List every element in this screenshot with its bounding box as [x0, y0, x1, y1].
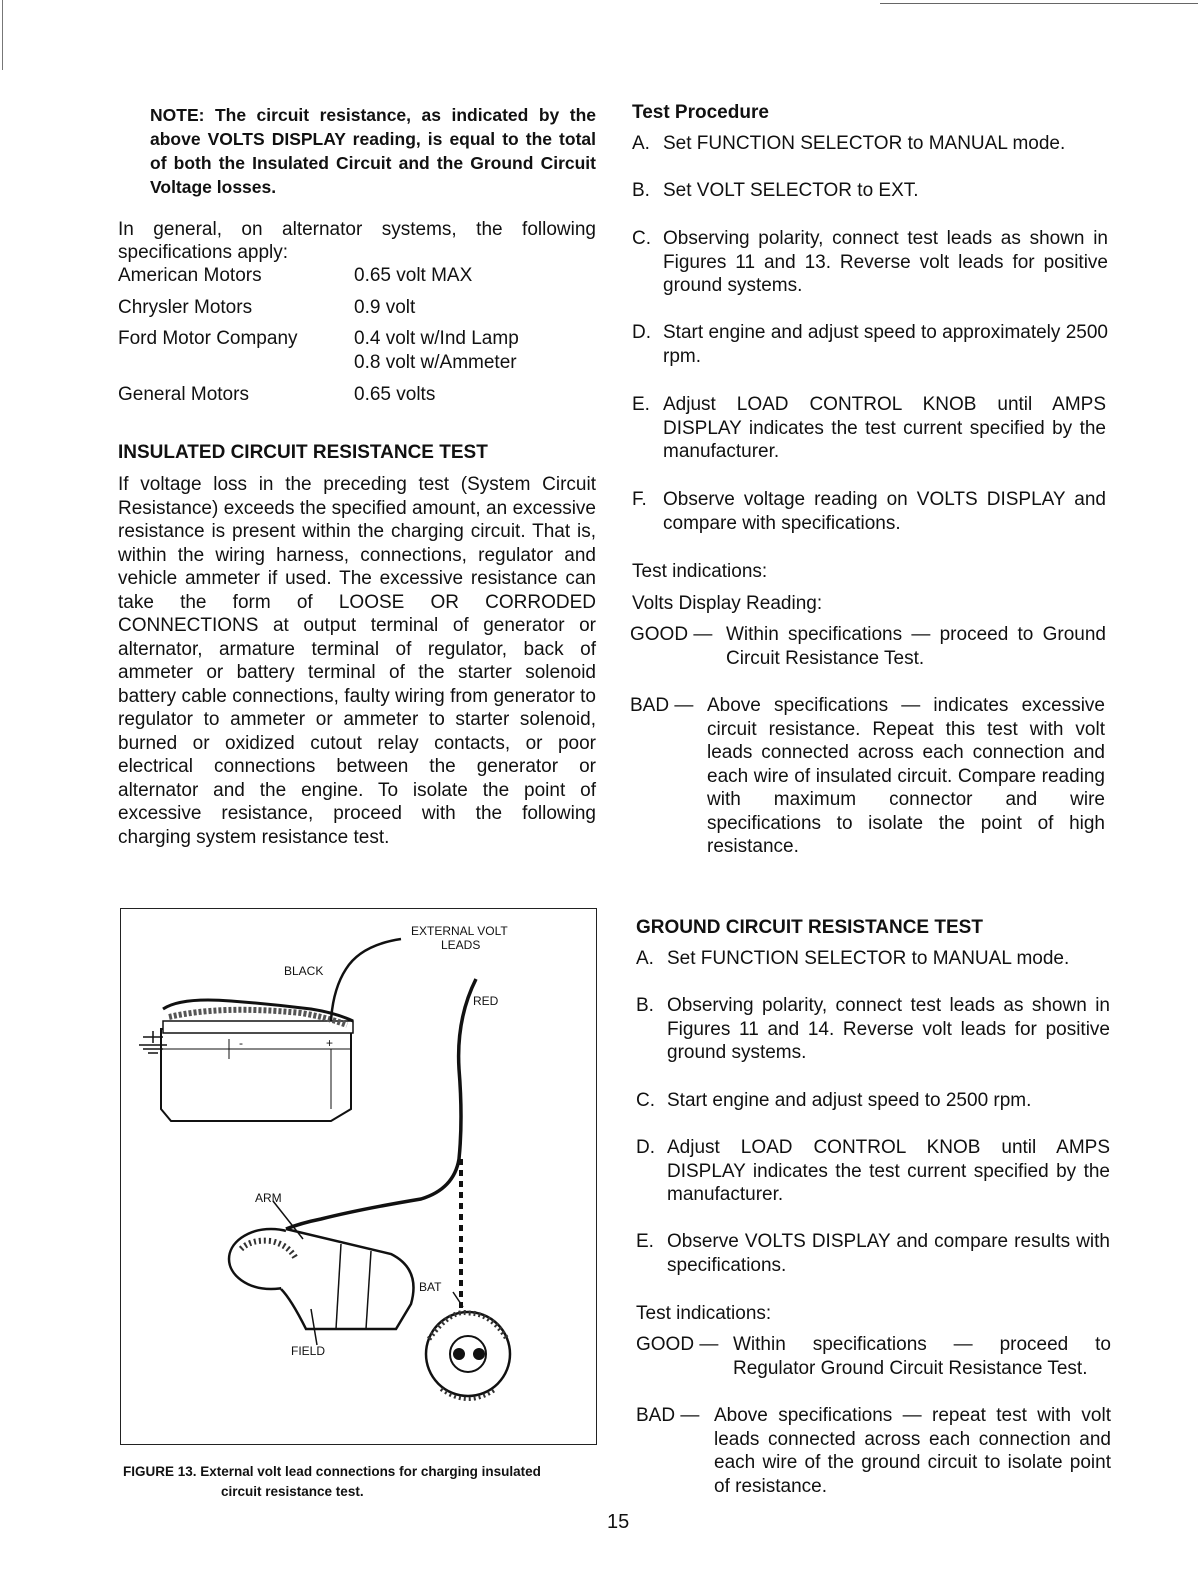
spec-value: 0.9 volt — [354, 297, 416, 318]
leads-label: LEADS — [441, 938, 481, 952]
good-label: GOOD — — [636, 1334, 719, 1355]
red-label: RED — [473, 994, 499, 1008]
field-label: FIELD — [291, 1344, 326, 1358]
caption-line-2: circuit resistance test. — [221, 1484, 364, 1499]
alternator-drawing — [229, 1229, 414, 1329]
spec-row — [118, 296, 416, 320]
bad-text: Above specifications — indicates excessive circuit resistance. Repeat this test with volt leads connected across each connection and each wire of insulated circuit. Compare reading with maximum connector and wire specifications to isolate the point of high resistance. — [707, 695, 1105, 857]
step-letter: A. — [636, 948, 654, 969]
procedure-bad-indication — [630, 694, 1110, 859]
procedure-good-indication — [630, 623, 1110, 671]
figure-13-drawing — [121, 909, 596, 1444]
insulated-body: If voltage loss in the preceding test (System Circuit Resistance) exceeds the specified amount, an excessive resistance is present within the charging circuit. That is, within the wiring harness, connections, regulator and vehicle ammeter if used. The excessive resistance can take the form of LOOSE OR CORRODED CONNECTIONS at output terminal of generator or alternator, armature terminal of regulator, back of ammeter or battery terminal of the starter solenoid battery cable connections, faulty wiring from generator to regulator to ammeter or ammeter to starter solenoid, burned or oxidized cutout relay contacts, or poor electrical connections between the generator or alternator and the engine. To isolate the point of excessive resistance, proceed with the following charging system resistance test. — [118, 474, 596, 848]
step-letter: A. — [632, 133, 650, 154]
figure-caption — [123, 1462, 601, 1502]
spec-value: 0.4 volt w/Ind Lamp — [354, 328, 519, 349]
ground-test-indications-label: Test indications: — [636, 1303, 772, 1324]
ground-good-indication — [636, 1333, 1114, 1381]
caption-line-1: FIGURE 13. External volt lead connections for charging insulated — [123, 1464, 541, 1479]
good-text: Within specifications — proceed to Regulator Ground Circuit Resistance Test. — [733, 1334, 1111, 1379]
arm-label: ARM — [255, 1191, 282, 1205]
ground-heading: GROUND CIRCUIT RESISTANCE TEST — [636, 917, 983, 938]
spec-value: 0.65 volt MAX — [354, 265, 473, 286]
page-number: 15 — [607, 1511, 630, 1533]
bad-label: BAD — — [630, 695, 694, 716]
step-text: Observing polarity, connect test leads as shown in Figures 11 and 14. Reverse volt leads for positive ground systems. — [667, 995, 1110, 1063]
step-letter: D. — [636, 1137, 655, 1158]
spec-row — [118, 327, 519, 351]
step-text: Start engine and adjust speed to 2500 rpm. — [667, 1090, 1032, 1111]
spec-maker: American Motors — [118, 265, 262, 286]
bat-label: BAT — [419, 1280, 442, 1294]
step-text: Observing polarity, connect test leads as shown in Figures 11 and 13. Reverse volt leads for positive ground systems. — [663, 228, 1108, 296]
battery-minus-label: - — [239, 1036, 243, 1050]
external-volt-leads-pointer — [331, 939, 401, 1021]
good-text: Within specifications — proceed to Ground Circuit Resistance Test. — [726, 624, 1106, 669]
note-paragraph: NOTE: The circuit resistance, as indicated by the above VOLTS DISPLAY reading, is equal to the total of both the Insulated Circuit and the Ground Circuit Voltage losses. — [150, 105, 596, 197]
step-text: Start engine and adjust speed to approximately 2500 rpm. — [663, 322, 1108, 367]
insulated-heading: INSULATED CIRCUIT RESISTANCE TEST — [118, 442, 488, 463]
step-letter: E. — [636, 1231, 654, 1252]
spec-maker: Chrysler Motors — [118, 297, 253, 318]
step-text: Set FUNCTION SELECTOR to MANUAL mode. — [667, 948, 1070, 969]
general-intro: In general, on alternator systems, the following specifications apply: — [118, 219, 596, 263]
page-edge-top — [880, 3, 1198, 4]
step-letter: C. — [632, 228, 651, 249]
step-text: Set VOLT SELECTOR to EXT. — [663, 180, 919, 201]
spec-value: 0.65 volts — [354, 384, 436, 405]
battery-drawing — [161, 1000, 353, 1121]
step-letter: C. — [636, 1090, 655, 1111]
step-letter: D. — [632, 322, 651, 343]
spec-row — [118, 383, 436, 407]
step-text: Adjust LOAD CONTROL KNOB until AMPS DISPLAY indicates the test current specified by the manufacturer. — [667, 1137, 1110, 1205]
test-procedure-heading: Test Procedure — [632, 102, 769, 123]
external-volt-label: EXTERNAL VOLT — [411, 924, 508, 938]
spec-row-continued — [118, 351, 517, 375]
regulator-drawing — [426, 1312, 510, 1399]
ground-bad-indication — [636, 1404, 1114, 1500]
step-text: Observe voltage reading on VOLTS DISPLAY and compare with specifications. — [663, 489, 1106, 534]
step-text: Set FUNCTION SELECTOR to MANUAL mode. — [663, 133, 1066, 154]
step-letter: B. — [632, 180, 650, 201]
battery-plus-label: + — [326, 1036, 334, 1050]
black-label: BLACK — [284, 964, 324, 978]
step-letter: E. — [632, 394, 650, 415]
spec-maker: General Motors — [118, 384, 249, 405]
step-text: Adjust LOAD CONTROL KNOB until AMPS DISPLAY indicates the test current specified by the manufacturer. — [663, 394, 1106, 462]
page-edge-left — [2, 0, 3, 70]
spec-row — [118, 264, 473, 288]
spec-value-2: 0.8 volt w/Ammeter — [354, 352, 517, 373]
figure-13 — [120, 908, 597, 1445]
step-letter: F. — [632, 489, 647, 510]
step-text: Observe VOLTS DISPLAY and compare results with specifications. — [667, 1231, 1110, 1276]
test-indications-label: Test indications: — [632, 561, 768, 582]
bad-text: Above specifications — repeat test with volt leads connected across each connection and each wire of the ground circuit to isolate point of resistance. — [714, 1405, 1111, 1497]
volts-display-reading-label: Volts Display Reading: — [632, 593, 823, 614]
bad-label: BAD — — [636, 1405, 700, 1426]
good-label: GOOD — — [630, 624, 713, 645]
spec-maker: Ford Motor Company — [118, 328, 298, 349]
step-letter: B. — [636, 995, 654, 1016]
